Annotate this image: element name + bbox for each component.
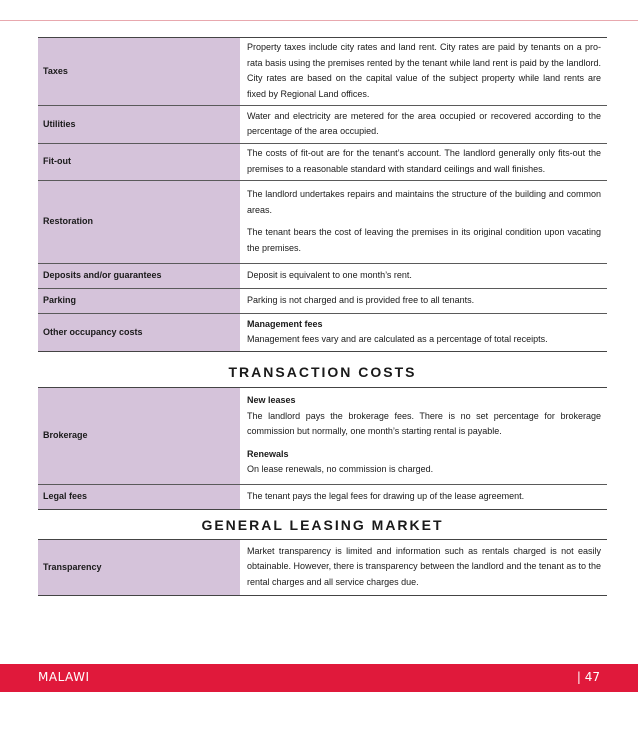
description-text: Management fees vary and are calculated as a percentage of total receipts. <box>247 334 548 344</box>
transaction-costs-table <box>38 387 607 510</box>
row-label: Transparency <box>38 540 240 596</box>
description-text: The costs of fit-out are for the tenant’s account. The landlord generally only fits-out the premises to a reasonable standard with standard ceilings and wall finishes. <box>247 148 601 174</box>
row-description <box>240 106 607 144</box>
table-row <box>38 264 607 289</box>
row-label: Deposits and/or guarantees <box>38 264 240 289</box>
section-heading-general-leasing-market: GENERAL LEASING MARKET <box>201 517 444 533</box>
description-text: Property taxes include city rates and land rent. City rates are paid by tenants on a pro-rata basis using the premises rented by the tenant while land rent is paid by the landlord. City rates are based on the capital value of the subject property while land rents are fixed by Regional Land offices. <box>247 42 601 99</box>
row-description <box>240 144 607 181</box>
description-heading: New leases <box>247 395 296 406</box>
table-row <box>38 388 607 485</box>
table-row <box>38 314 607 352</box>
description-text: The landlord undertakes repairs and maintains the structure of the building and common areas. <box>247 189 601 215</box>
row-description <box>240 38 607 106</box>
table-row <box>38 144 607 181</box>
description-text: Deposit is equivalent to one month’s rent. <box>247 269 412 280</box>
table-row <box>38 540 607 596</box>
row-description <box>240 485 607 510</box>
page-number: | 47 <box>576 670 600 684</box>
occupancy-costs-table <box>38 37 607 352</box>
description-text: The tenant bears the cost of leaving the premises in its original condition upon vacating the premises. <box>247 227 601 253</box>
row-label: Taxes <box>38 38 240 106</box>
row-description <box>240 289 607 314</box>
row-label: Legal fees <box>38 485 240 510</box>
section-heading-transaction-costs: TRANSACTION COSTS <box>228 364 417 380</box>
row-label: Utilities <box>38 106 240 144</box>
description-text: On lease renewals, no commission is charged. <box>247 464 434 475</box>
row-label: Other occupancy costs <box>38 314 240 352</box>
description-heading: Renewals <box>247 448 289 459</box>
row-description <box>240 264 607 289</box>
leasing-market-table <box>38 539 607 596</box>
description-text: Market transparency is limited and information such as rentals charged is not easily obtainable. However, there is transparency between the landlord and the tenant as to the rental charges and all service charges due. <box>247 545 601 587</box>
table-row <box>38 106 607 144</box>
description-text: Parking is not charged and is provided free to all tenants. <box>247 294 475 305</box>
table-row <box>38 181 607 264</box>
description-text: Water and electricity are metered for the area occupied or recovered according to the percentage of the area occupied. <box>247 110 601 136</box>
row-description <box>240 314 607 352</box>
footer-country: MALAWI <box>38 670 90 684</box>
table-row <box>38 38 607 106</box>
row-label: Restoration <box>38 181 240 264</box>
description-heading: Management fees <box>247 318 323 329</box>
row-label: Brokerage <box>38 388 240 485</box>
table-row <box>38 485 607 510</box>
row-description <box>240 540 607 596</box>
page-footer <box>0 664 638 692</box>
row-label: Fit-out <box>38 144 240 181</box>
row-description <box>240 181 607 264</box>
table-row <box>38 289 607 314</box>
top-rule <box>0 20 638 21</box>
description-text: The tenant pays the legal fees for drawing up of the lease agreement. <box>247 490 525 501</box>
description-text: The landlord pays the brokerage fees. There is no set percentage for brokerage commission but normally, one month’s starting rental is payable. <box>247 410 601 437</box>
row-description <box>240 388 607 485</box>
row-label: Parking <box>38 289 240 314</box>
